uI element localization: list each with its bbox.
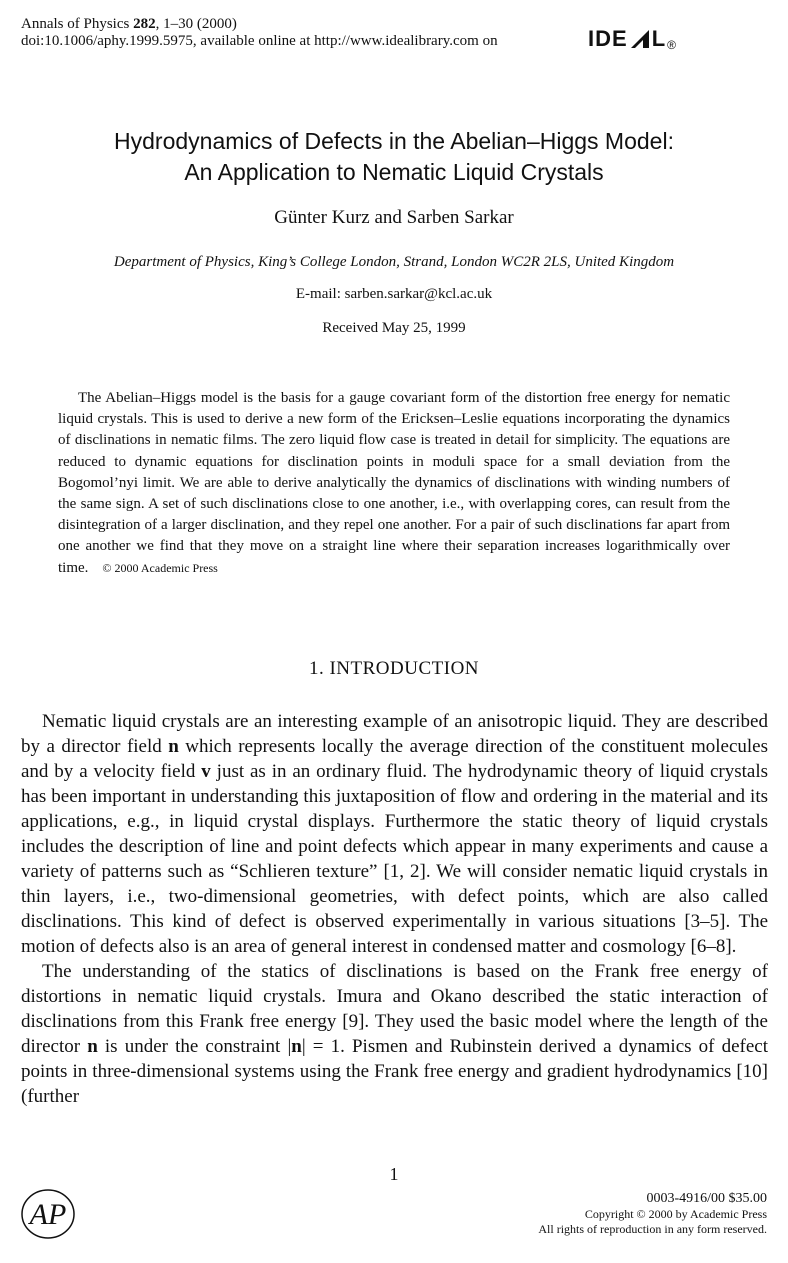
ideal-logo: IDE L $_®$ (588, 26, 677, 52)
ideal-arrow-icon (629, 28, 651, 50)
email: E-mail: sarben.sarkar@kcl.ac.uk (295, 286, 493, 302)
title-line-1: Hydrodynamics of Defects in the Abelian–Higgs Model: (114, 128, 674, 154)
journal-header (21, 16, 498, 50)
received-date: Received May 25, 1999 (322, 320, 466, 336)
ap-logo-text: AP (29, 1198, 67, 1231)
footer-rights: All rights of reproduction in any form reserved. (538, 1222, 767, 1236)
citation-line: Annals of Physics 282, 1–30 (2000) (21, 16, 237, 32)
affiliation: Department of Physics, King’s College London, Strand, London WC2R 2LS, United Kingdom (113, 254, 675, 270)
paragraph-1: Nematic liquid crystals are an interesting example of an anisotropic liquid. They are described by a director field n which represents locally the average direction of the constituent molecules and by a velocity field v just as in an ordinary fluid. The hydrodynamic theory of liquid crystals has been important in understanding this juxtaposition of flow and ordering in the material and its applications, e.g., in liquid crystal displays. Furthermore the static theory of liquid crystals includes the description of line and point defects which appear in many experiments and cause a variety of patterns such as “Schlieren texture” [1, 2]. We will consider nematic liquid crystals in thin layers, i.e., two-dimensional geometries, with defect points, which are also called disclinations. This kind of defect is observed experimentally in various situations [3–5]. The motion of defects also is an area of general interest in condensed matter and cosmology [6–8]. (21, 711, 768, 957)
authors: Günter Kurz and Sarben Sarkar (274, 207, 514, 228)
issn-price: 0003-4916/00 $35.00 (646, 1191, 767, 1206)
body-text (21, 709, 768, 1109)
volume-number: 282 (133, 16, 156, 32)
footer-copyright: Copyright © 2000 by Academic Press (584, 1207, 767, 1221)
abstract-text: The Abelian–Higgs model is the basis for a gauge covariant form of the distortion free energy for nematic liquid crystals. This is used to derive a new form of the Ericksen–Leslie equations incorporating the dynamics of disclinations in nematic films. The zero liquid flow case is treated in detail for simplicity. The equations are reduced to dynamic equations for disclination points in moduli space for a small deviation from the Bogomol’nyi limit. We are able to derive analytically the dynamics of disclinations with winding numbers of the same sign. A set of such disclinations close to one another, i.e., with overlapping cores, can result from the disintegration of a larger disclination, and they repel one another. For a pair of such disclinations far apart from one another we find that they move on a straight line where their separation increases logarithmically over time. (58, 390, 730, 576)
abstract (58, 388, 730, 579)
title-line-2: An Application to Nematic Liquid Crystals (184, 159, 604, 185)
academic-press-logo (20, 1188, 76, 1245)
paper-title (30, 126, 758, 188)
page-number: 1 (389, 1164, 399, 1184)
doi-line: doi:10.1006/aphy.1999.5975, available online at http://www.idealibrary.com on (21, 33, 498, 49)
paragraph-2: The understanding of the statics of disclinations is based on the Frank free energy of distortions in nematic liquid crystals. Imura and Okano described the static interaction of disclinations from this Frank free energy [9]. They used the basic model where the length of the director n is under the constraint |n| = 1. Pismen and Rubinstein derived a dynamics of defect points in three-dimensional systems using the Frank free energy and gradient hydrodynamics [10] (further (21, 961, 769, 1107)
abstract-copyright: © 2000 Academic Press (102, 560, 218, 575)
footer (538, 1190, 767, 1237)
section-heading: 1. INTRODUCTION (308, 658, 480, 679)
